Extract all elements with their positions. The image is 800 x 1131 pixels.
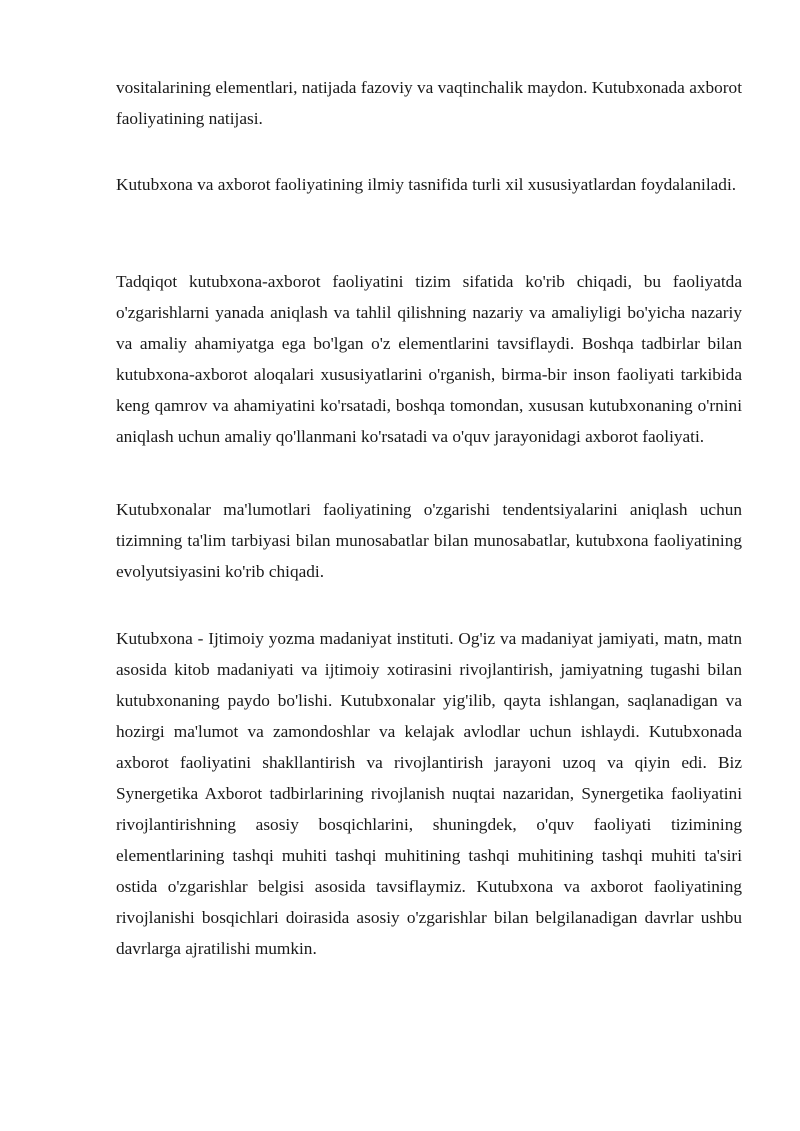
paragraph-2: Kutubxona va axborot faoliyatining ilmiy tasnifida turli xil xususiyatlardan foydalaniladi. — [116, 175, 737, 194]
paragraph-1: vositalarining elementlari, natijada fazoviy va vaqtinchalik maydon. Kutubxonada axborot faoliyatining natijasi. — [116, 78, 742, 128]
paragraph-4: Kutubxonalar ma'lumotlari faoliyatining o'zgarishi tendentsiyalarini aniqlash uchun tizimning ta'lim tarbiyasi bilan munosabatlar bilan munosabatlar, kutubxona faoliyatining evolyutsiyasini ko'rib chiqadi. — [116, 500, 742, 581]
paragraph-5: Kutubxona - Ijtimoiy yozma madaniyat instituti. Og'iz va madaniyat jamiyati, matn, matn asosida kitob madaniyati va ijtimoiy xotirasini rivojlantirish, jamiyatning tugashi bilan kutubxonaning paydo bo'lishi. Kutubxonalar yig'ilib, qayta ishlangan, saqlanadigan va hozirgi ma'lumot va zamondoshlar va kelajak avlodlar uchun ishlaydi. Kutubxonada axborot faoliyatini shakllantirish va rivojlantirish jarayoni uzoq va qiyin edi. Biz Synergetika Axborot tadbirlarining rivojlanish nuqtai nazaridan, Synergetika faoliyatini rivojlantirishning asosiy bosqichlarini, shuningdek, o'quv faoliyati tizimining elementlarining tashqi muhiti tashqi muhitining tashqi muhitining tashqi muhiti ta'siri ostida o'zgarishlar belgisi asosida tavsiflaymiz. Kutubxona va axborot faoliyatining rivojlanishi bosqichlari doirasida asosiy o'zgarishlar bilan belgilanadigan davrlar ushbu davrlarga ajratilishi mumkin. — [116, 629, 742, 958]
paragraph-3: Tadqiqot kutubxona-axborot faoliyatini tizim sifatida ko'rib chiqadi, bu faoliyatda o'zgarishlarni yanada aniqlash va tahlil qilishning nazariy va amaliyligi bo'yicha nazariy va amaliy ahamiyatga ega bo'lgan o'z elementlarini tavsiflaydi. Boshqa tadbirlar bilan kutubxona-axborot aloqalari xususiyatlarini o'rganish, birma-bir inson faoliyati tarkibida keng qamrov va ahamiyatini ko'rsatadi, boshqa tomondan, xususan kutubxonaning o'rnini aniqlash uchun amaliy qo'llanmani ko'rsatadi va o'quv jarayonidagi axborot faoliyati. — [116, 272, 742, 446]
